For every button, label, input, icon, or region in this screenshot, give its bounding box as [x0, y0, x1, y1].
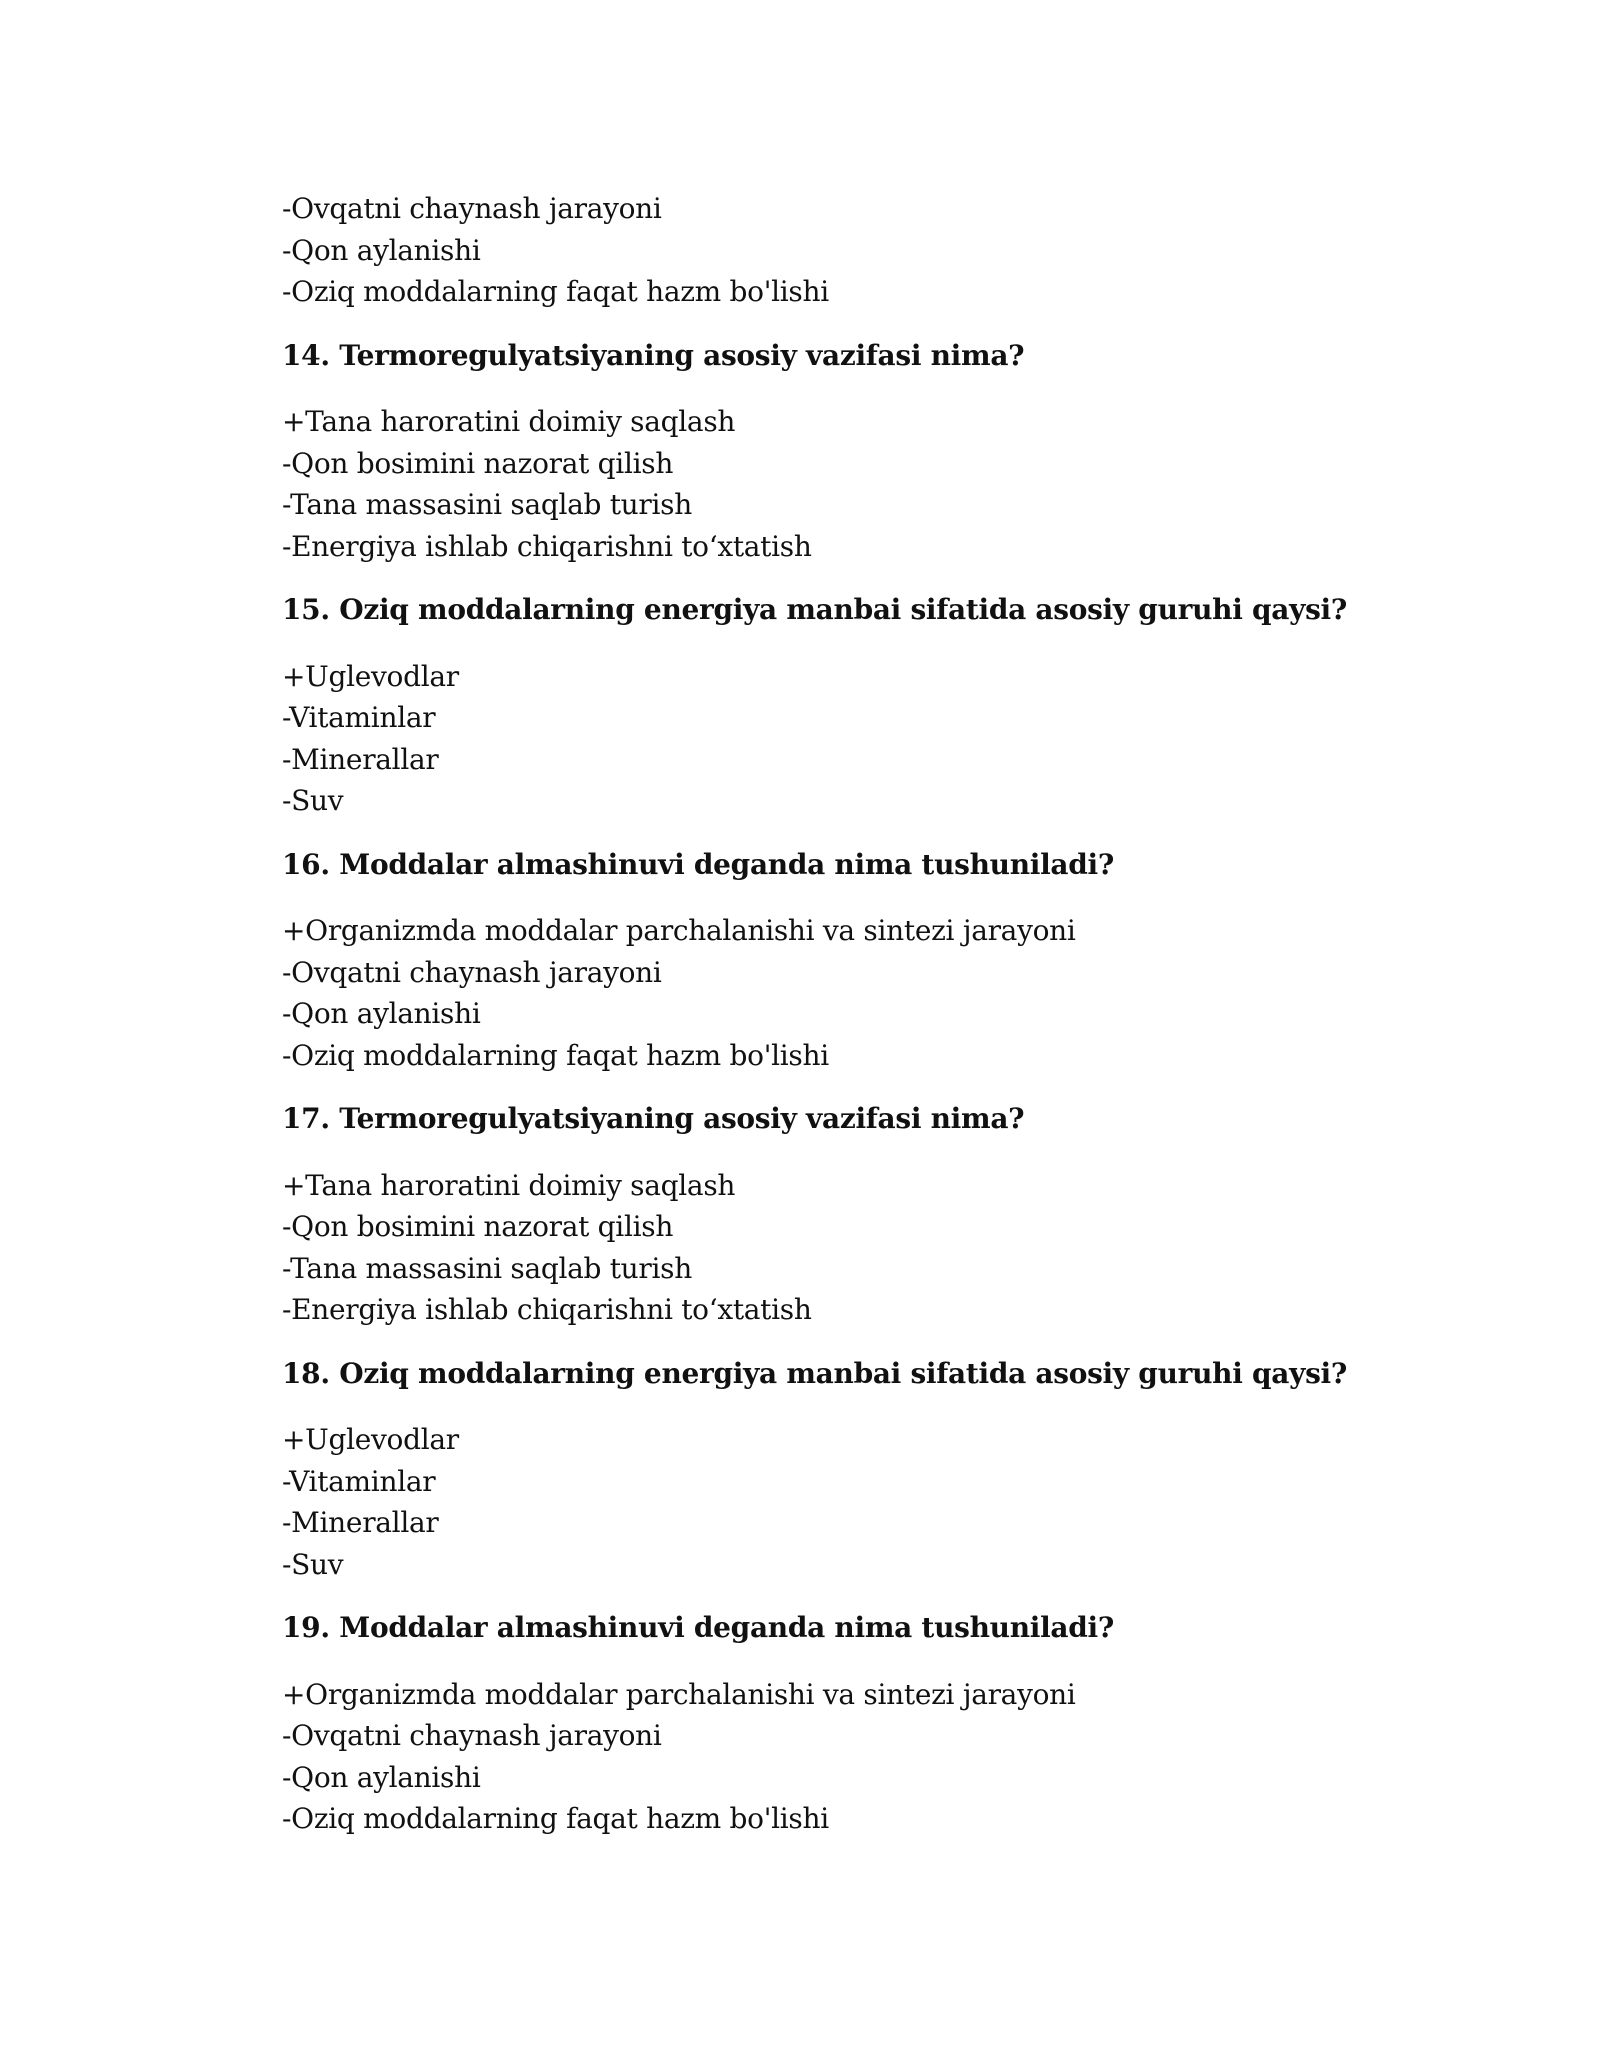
answer-option: +Uglevodlar — [282, 659, 459, 693]
answer-option: -Qon aylanishi — [282, 233, 481, 267]
answer-option: -Oziq moddalarning faqat hazm bo'lishi — [282, 1802, 829, 1835]
document-content — [282, 188, 1382, 1862]
answer-option: +Tana haroratini doimiy saqlash — [282, 1168, 736, 1202]
answer-option: -Suv — [282, 1547, 344, 1581]
question-title: 17. Termoregulyatsiyaning asosiy vazifasi nima? — [282, 1102, 1025, 1135]
continued-answer-list — [282, 188, 1382, 313]
answer-option: -Minerallar — [282, 1506, 439, 1539]
question-title: 16. Moddalar almashinuvi deganda nima tushuniladi? — [282, 847, 1115, 881]
answer-option: -Ovqatni chaynash jarayoni — [282, 192, 662, 225]
answer-option: -Energiya ishlab chiqarishni to‘xtatish — [282, 1293, 812, 1326]
answer-option: -Ovqatni chaynash jarayoni — [282, 1719, 662, 1752]
question-18 — [282, 1353, 1382, 1586]
answer-option: -Oziq moddalarning faqat hazm bo'lishi — [282, 275, 829, 308]
question-title: 15. Oziq moddalarning energiya manbai sifatida asosiy guruhi qaysi? — [282, 593, 1347, 626]
question-17 — [282, 1098, 1382, 1331]
answer-option: -Vitaminlar — [282, 1464, 436, 1498]
answer-option: -Qon aylanishi — [282, 997, 481, 1030]
answer-option: +Tana haroratini doimiy saqlash — [282, 405, 736, 438]
answer-option: -Ovqatni chaynash jarayoni — [282, 955, 662, 989]
answer-option: -Qon bosimini nazorat qilish — [282, 1210, 674, 1243]
question-15 — [282, 589, 1382, 822]
answer-option: -Vitaminlar — [282, 701, 436, 734]
answer-option: +Organizmda moddalar parchalanishi va sintezi jarayoni — [282, 1677, 1076, 1711]
question-title: 19. Moddalar almashinuvi deganda nima tushuniladi? — [282, 1611, 1115, 1644]
answer-option: -Energiya ishlab chiqarishni to‘xtatish — [282, 529, 812, 563]
answer-option: -Suv — [282, 784, 344, 817]
answer-option: -Tana massasini saqlab turish — [282, 1251, 692, 1285]
answer-option: -Minerallar — [282, 742, 439, 776]
answer-option: +Uglevodlar — [282, 1423, 459, 1456]
question-title: 18. Oziq moddalarning energiya manbai sifatida asosiy guruhi qaysi? — [282, 1356, 1347, 1390]
question-16 — [282, 844, 1382, 1077]
answer-option: -Qon bosimini nazorat qilish — [282, 446, 674, 480]
answer-option: -Tana massasini saqlab turish — [282, 488, 692, 521]
answer-option: -Oziq moddalarning faqat hazm bo'lishi — [282, 1038, 829, 1072]
question-title: 14. Termoregulyatsiyaning asosiy vazifasi nima? — [282, 338, 1025, 372]
question-19 — [282, 1607, 1382, 1840]
answer-option: -Qon aylanishi — [282, 1760, 481, 1794]
answer-option: +Organizmda moddalar parchalanishi va sintezi jarayoni — [282, 914, 1076, 947]
question-14 — [282, 335, 1382, 568]
